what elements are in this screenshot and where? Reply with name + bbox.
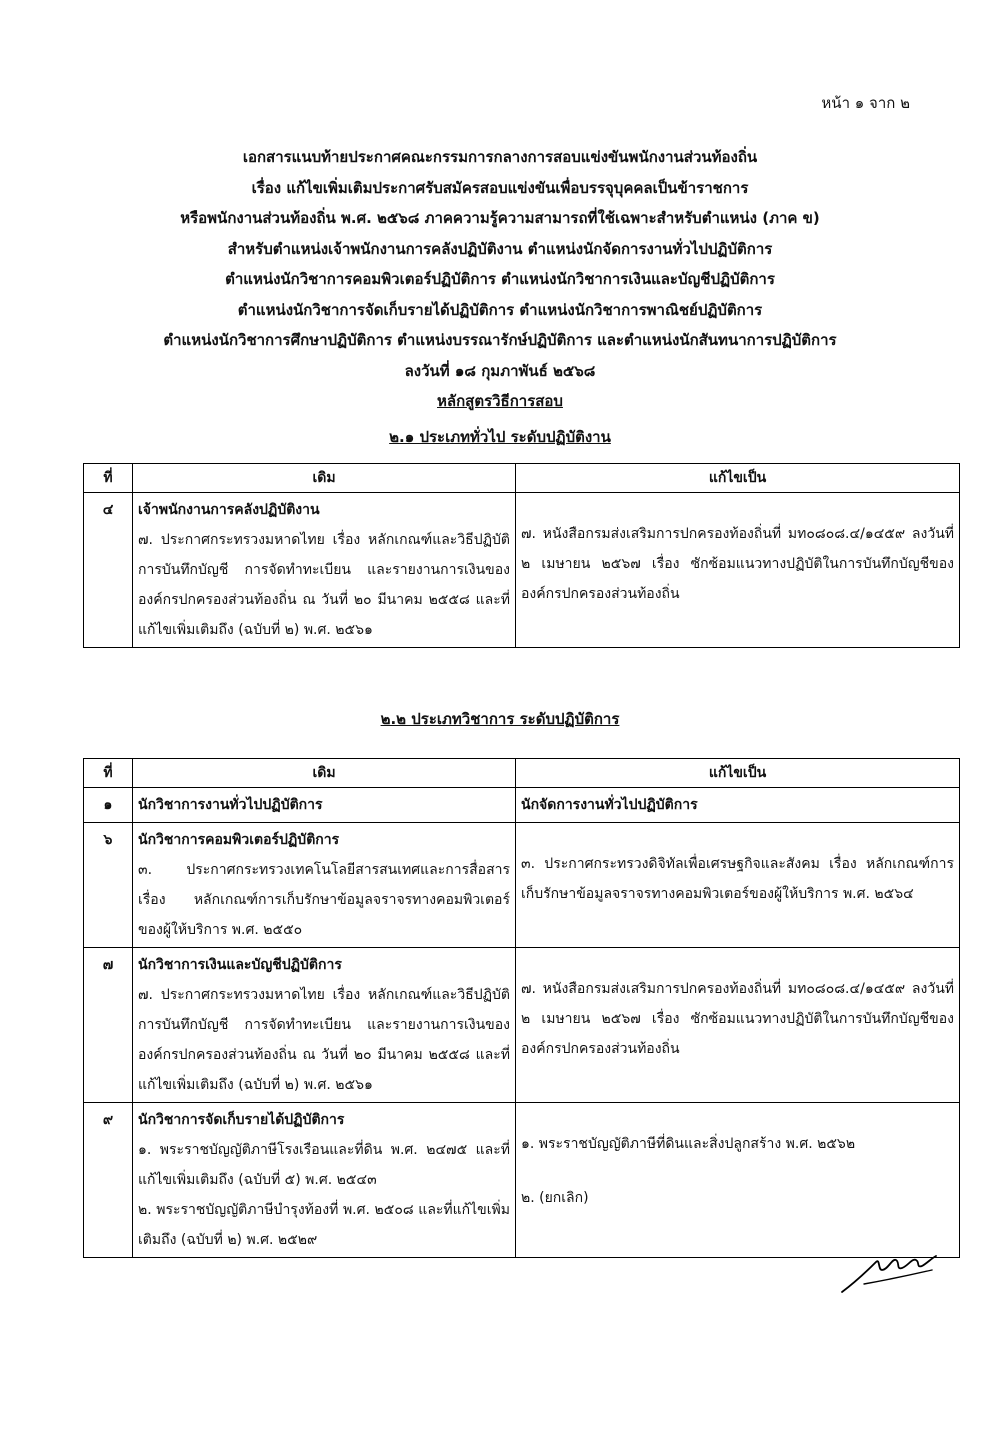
row-number: ๖ bbox=[84, 823, 133, 948]
position-name: นักวิชาการงานทั่วไปปฏิบัติการ bbox=[138, 797, 323, 813]
old-text-1: ๑. พระราชบัญญัติภาษีโรงเรือนและที่ดิน พ.ศ. ๒๔๗๕ และที่แก้ไขเพิ่มเติมถึง (ฉบับที่ ๕) พ.ศ. ๒๕๔๓ bbox=[138, 1142, 510, 1188]
position-name: นักวิชาการเงินและบัญชีปฏิบัติการ bbox=[138, 957, 342, 973]
header-line-7: ตำแหน่งนักวิชาการศึกษาปฏิบัติการ ตำแหน่งบรรณารักษ์ปฏิบัติการ และตำแหน่งนักสันทนาการปฏิบัติการ bbox=[163, 331, 837, 349]
signature-mark bbox=[836, 1240, 946, 1300]
col-old-header: เดิม bbox=[133, 759, 516, 788]
table-row bbox=[84, 1103, 960, 1258]
position-name: นักวิชาการคอมพิวเตอร์ปฏิบัติการ bbox=[138, 832, 340, 848]
page-number: หน้า ๑ จาก ๒ bbox=[821, 94, 910, 112]
table-row bbox=[84, 493, 960, 648]
old-cell bbox=[133, 823, 516, 948]
new-text-1: ๑. พระราชบัญญัติภาษีที่ดินและสิ่งปลูกสร้าง พ.ศ. ๒๕๖๒ bbox=[521, 1136, 856, 1152]
position-name: เจ้าพนักงานการคลังปฏิบัติงาน bbox=[138, 502, 320, 518]
header-line-5: ตำแหน่งนักวิชาการคอมพิวเตอร์ปฏิบัติการ ตำแหน่งนักวิชาการเงินและบัญชีปฏิบัติการ bbox=[225, 270, 775, 288]
old-text: ๗. ประกาศกระทรวงมหาดไทย เรื่อง หลักเกณฑ์และวิธีปฏิบัติการบันทึกบัญชี การจัดทำทะเบียน และรายงานการเงินขององค์กรปกครองส่วนท้องถิ่น ณ วันที่ ๒๐ มีนาคม ๒๕๕๘ และที่แก้ไขเพิ่มเติมถึง (ฉบับที่ ๒) พ.ศ. ๒๕๖๑ bbox=[138, 532, 510, 638]
table-header-row bbox=[84, 464, 960, 493]
new-text: ๗. หนังสือกรมส่งเสริมการปกครองท้องถิ่นที่ มท๐๘๐๘.๔/๑๔๕๙ ลงวันที่ ๒ เมษายน ๒๕๖๗ เรื่อง ซักซ้อมแนวทางปฏิบัติในการบันทึกบัญชีขององค์กรปกครองส่วนท้องถิ่น bbox=[521, 526, 954, 602]
old-cell bbox=[133, 1103, 516, 1258]
section-2-table bbox=[83, 758, 960, 1258]
section-2-title: ๒.๒ ประเภทวิชาการ ระดับปฏิบัติการ bbox=[380, 710, 620, 728]
section-1-table bbox=[83, 463, 960, 648]
table-header-row bbox=[84, 759, 960, 788]
section-1-title: ๒.๑ ประเภททั่วไป ระดับปฏิบัติงาน bbox=[389, 428, 611, 446]
new-text: ๗. หนังสือกรมส่งเสริมการปกครองท้องถิ่นที่ มท๐๘๐๘.๔/๑๔๕๙ ลงวันที่ ๒ เมษายน ๒๕๖๗ เรื่อง ซักซ้อมแนวทางปฏิบัติในการบันทึกบัญชีขององค์กรปกครองส่วนท้องถิ่น bbox=[521, 981, 954, 1057]
table-row bbox=[84, 788, 960, 823]
old-cell bbox=[133, 948, 516, 1103]
new-cell bbox=[516, 948, 960, 1103]
old-text-2: ๒. พระราชบัญญัติภาษีบำรุงท้องที่ พ.ศ. ๒๕๐๘ และที่แก้ไขเพิ่มเติมถึง (ฉบับที่ ๒) พ.ศ. ๒๕๒๙ bbox=[138, 1202, 510, 1248]
new-cell bbox=[516, 823, 960, 948]
new-text-2: ๒. (ยกเลิก) bbox=[521, 1190, 589, 1206]
header-line-3: หรือพนักงานส่วนท้องถิ่น พ.ศ. ๒๕๖๘ ภาคความรู้ความสามารถที่ใช้เฉพาะสำหรับตำแหน่ง (ภาค ข) bbox=[180, 209, 820, 227]
col-new-header: แก้ไขเป็น bbox=[516, 759, 960, 788]
header-date: ลงวันที่ ๑๘ กุมภาพันธ์ ๒๕๖๘ bbox=[404, 361, 596, 380]
row-number: ๗ bbox=[84, 948, 133, 1103]
table-row bbox=[84, 948, 960, 1103]
new-cell bbox=[516, 788, 960, 823]
header-line-2: เรื่อง แก้ไขเพิ่มเติมประกาศรับสมัครสอบแข่งขันเพื่อบรรจุบุคคลเป็นข้าราชการ bbox=[251, 178, 749, 197]
col-no-header: ที่ bbox=[84, 759, 133, 788]
row-number: ๔ bbox=[84, 493, 133, 648]
position-name: นักวิชาการจัดเก็บรายได้ปฏิบัติการ bbox=[138, 1112, 345, 1128]
document-header bbox=[40, 142, 960, 417]
col-old-header: เดิม bbox=[133, 464, 516, 493]
old-cell bbox=[133, 788, 516, 823]
col-new-header: แก้ไขเป็น bbox=[516, 464, 960, 493]
new-position-name: นักจัดการงานทั่วไปปฏิบัติการ bbox=[521, 797, 698, 813]
header-line-1: เอกสารแนบท้ายประกาศคณะกรรมการกลางการสอบแข่งขันพนักงานส่วนท้องถิ่น bbox=[242, 148, 758, 166]
old-text: ๓. ประกาศกระทรวงเทคโนโลยีสารสนเทศและการสื่อสาร เรื่อง หลักเกณฑ์การเก็บรักษาข้อมูลจราจรทางคอมพิวเตอร์ของผู้ให้บริการ พ.ศ. ๒๕๕๐ bbox=[138, 862, 510, 938]
old-text: ๗. ประกาศกระทรวงมหาดไทย เรื่อง หลักเกณฑ์และวิธีปฏิบัติการบันทึกบัญชี การจัดทำทะเบียน และรายงานการเงินขององค์กรปกครองส่วนท้องถิ่น ณ วันที่ ๒๐ มีนาคม ๒๕๕๘ และที่แก้ไขเพิ่มเติมถึง (ฉบับที่ ๒) พ.ศ. ๒๕๖๑ bbox=[138, 987, 510, 1093]
col-no-header: ที่ bbox=[84, 464, 133, 493]
row-number: ๑ bbox=[84, 788, 133, 823]
new-cell bbox=[516, 1103, 960, 1258]
header-subtitle: หลักสูตรวิธีการสอบ bbox=[437, 392, 563, 410]
old-cell bbox=[133, 493, 516, 648]
new-text: ๓. ประกาศกระทรวงดิจิทัลเพื่อเศรษฐกิจและสังคม เรื่อง หลักเกณฑ์การเก็บรักษาข้อมูลจราจรทางคอมพิวเตอร์ของผู้ให้บริการ พ.ศ. ๒๕๖๔ bbox=[521, 856, 954, 902]
row-number: ๙ bbox=[84, 1103, 133, 1258]
table-row bbox=[84, 823, 960, 948]
header-line-4: สำหรับตำแหน่งเจ้าพนักงานการคลังปฏิบัติงาน ตำแหน่งนักจัดการงานทั่วไปปฏิบัติการ bbox=[227, 239, 773, 258]
new-cell bbox=[516, 493, 960, 648]
header-line-6: ตำแหน่งนักวิชาการจัดเก็บรายได้ปฏิบัติการ ตำแหน่งนักวิชาการพาณิชย์ปฏิบัติการ bbox=[237, 300, 763, 319]
